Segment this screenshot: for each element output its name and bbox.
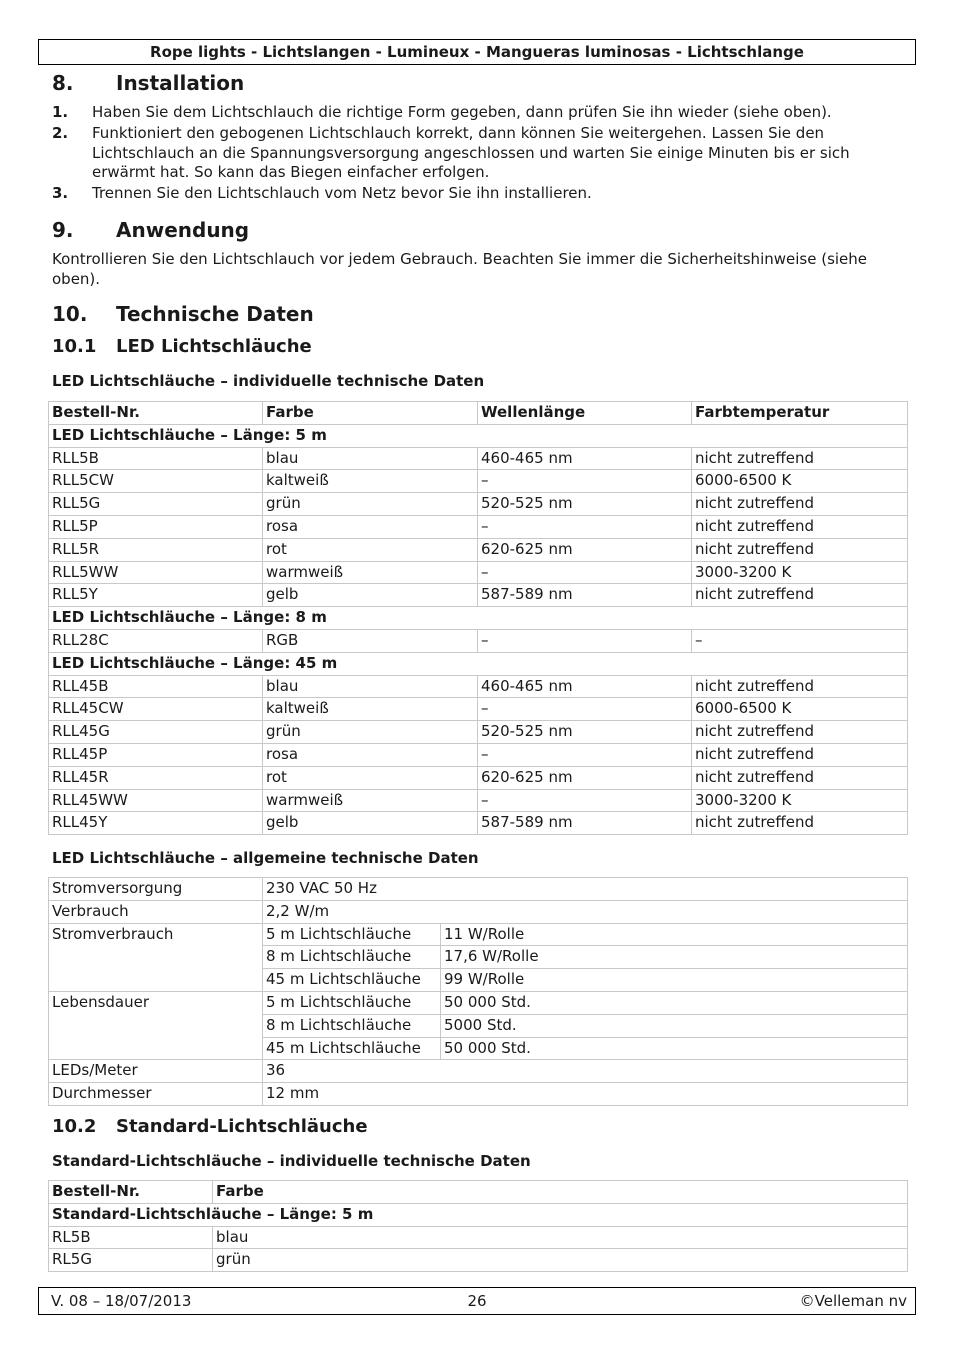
table-cell: RLL45R	[49, 766, 263, 789]
table-cell: RLL5WW	[49, 561, 263, 584]
table-cell: kaltweiß	[263, 470, 478, 493]
subsection-title: LED Lichtschläuche	[116, 336, 312, 357]
table-row	[49, 923, 908, 946]
table-cell: warmweiß	[263, 789, 478, 812]
spec-label: Stromversorgung	[49, 878, 263, 901]
spec-value: 50 000 Std.	[441, 1037, 908, 1060]
table-cell: nicht zutreffend	[692, 447, 908, 470]
spec-value: 99 W/Rolle	[441, 969, 908, 992]
list-item	[52, 184, 912, 204]
table-cell: RLL45B	[49, 675, 263, 698]
table-row	[49, 629, 908, 652]
table-cell: RL5B	[49, 1226, 213, 1249]
table-row	[49, 493, 908, 516]
group-row	[49, 424, 908, 447]
table-cell: 6000-6500 K	[692, 698, 908, 721]
table-row	[49, 538, 908, 561]
table-row	[49, 470, 908, 493]
table-row	[49, 447, 908, 470]
table-row	[49, 675, 908, 698]
column-header: Farbe	[213, 1181, 908, 1204]
table-row	[49, 878, 908, 901]
table-cell: RLL5G	[49, 493, 263, 516]
table-cell: –	[478, 629, 692, 652]
table-cell: 587-589 nm	[478, 584, 692, 607]
table-row	[49, 561, 908, 584]
table-cell: grün	[213, 1249, 908, 1272]
table-cell: rosa	[263, 515, 478, 538]
spec-value: 36	[263, 1060, 908, 1083]
subsection-10-2-heading	[52, 1116, 368, 1137]
column-header: Farbtemperatur	[692, 402, 908, 425]
table-cell: 520-525 nm	[478, 721, 692, 744]
page-footer	[38, 1287, 916, 1315]
step-text: Funktioniert den gebogenen Lichtschlauch korrekt, dann können Sie weitergehen. Lassen Sie den Lichtschlauch an die Spannungsversorgung angeschlossen und warten Sie einige Minuten bis er sich erwärmt hat. So kann das Biegen einfacher erfolgen.	[92, 124, 850, 181]
table-cell: 620-625 nm	[478, 538, 692, 561]
table-cell: –	[478, 470, 692, 493]
spec-sublabel: 5 m Lichtschläuche	[263, 923, 441, 946]
table-cell: RLL45Y	[49, 812, 263, 835]
table-cell: rosa	[263, 743, 478, 766]
step-text: Trennen Sie den Lichtschlauch vom Netz bevor Sie ihn installieren.	[92, 184, 592, 202]
table-cell: RLL28C	[49, 629, 263, 652]
table-cell: 520-525 nm	[478, 493, 692, 516]
spec-value: 230 VAC 50 Hz	[263, 878, 908, 901]
section-number: 8.	[52, 71, 74, 95]
installation-steps	[52, 103, 912, 205]
section-title: Anwendung	[116, 218, 250, 242]
standard-individual-table	[48, 1180, 908, 1272]
table-cell: –	[478, 789, 692, 812]
table-cell: RLL5CW	[49, 470, 263, 493]
table-cell: –	[478, 561, 692, 584]
copyright: ©Velleman nv	[799, 1292, 907, 1310]
table-row	[49, 1226, 908, 1249]
table-cell: blau	[263, 447, 478, 470]
table-cell: RLL45G	[49, 721, 263, 744]
spec-value: 11 W/Rolle	[441, 923, 908, 946]
table-header-row	[49, 402, 908, 425]
spec-sublabel: 45 m Lichtschläuche	[263, 1037, 441, 1060]
list-item	[52, 103, 912, 123]
table-row	[49, 766, 908, 789]
subsection-number: 10.1	[52, 336, 97, 357]
table-cell: RGB	[263, 629, 478, 652]
spec-label: Lebensdauer	[49, 991, 263, 1059]
spec-label: Stromverbrauch	[49, 923, 263, 991]
table-cell: grün	[263, 721, 478, 744]
column-header: Farbe	[263, 402, 478, 425]
table-cell: nicht zutreffend	[692, 515, 908, 538]
section-10-heading	[52, 302, 314, 326]
spec-value: 2,2 W/m	[263, 900, 908, 923]
section-8-heading	[52, 71, 244, 95]
table-cell: nicht zutreffend	[692, 812, 908, 835]
page-number: 26	[467, 1292, 487, 1310]
table-row	[49, 991, 908, 1014]
table-row	[49, 515, 908, 538]
spec-label: Verbrauch	[49, 900, 263, 923]
table-cell: nicht zutreffend	[692, 493, 908, 516]
anwendung-paragraph: Kontrollieren Sie den Lichtschlauch vor jedem Gebrauch. Beachten Sie immer die Sicherheitshinweise (siehe oben).	[52, 250, 868, 288]
spec-value: 50 000 Std.	[441, 991, 908, 1014]
page-header: Rope lights - Lichtslangen - Lumineux - Mangueras luminosas - Lichtschlange	[38, 39, 916, 65]
table-caption: LED Lichtschläuche – individuelle technische Daten	[52, 372, 485, 390]
table-cell: nicht zutreffend	[692, 766, 908, 789]
spec-value: 17,6 W/Rolle	[441, 946, 908, 969]
spec-sublabel: 8 m Lichtschläuche	[263, 1014, 441, 1037]
table-cell: –	[692, 629, 908, 652]
table-row	[49, 1060, 908, 1083]
table-cell: RL5G	[49, 1249, 213, 1272]
section-9-heading	[52, 218, 249, 242]
section-number: 10.	[52, 302, 88, 326]
step-number: 1.	[52, 103, 69, 121]
table-row	[49, 584, 908, 607]
table-cell: RLL5B	[49, 447, 263, 470]
table-cell: grün	[263, 493, 478, 516]
table-row	[49, 1249, 908, 1272]
subsection-number: 10.2	[52, 1116, 97, 1137]
table-row	[49, 900, 908, 923]
table-cell: RLL5Y	[49, 584, 263, 607]
table-row	[49, 743, 908, 766]
table-caption: LED Lichtschläuche – allgemeine technische Daten	[52, 849, 479, 867]
table-cell: 620-625 nm	[478, 766, 692, 789]
group-label: Standard-Lichtschläuche – Länge: 5 m	[49, 1203, 908, 1226]
table-cell: 587-589 nm	[478, 812, 692, 835]
column-header: Bestell-Nr.	[49, 1181, 213, 1204]
list-item	[52, 124, 912, 183]
table-cell: gelb	[263, 584, 478, 607]
table-cell: rot	[263, 766, 478, 789]
spec-value: 5000 Std.	[441, 1014, 908, 1037]
table-cell: nicht zutreffend	[692, 721, 908, 744]
table-cell: 6000-6500 K	[692, 470, 908, 493]
table-cell: –	[478, 515, 692, 538]
table-cell: rot	[263, 538, 478, 561]
group-row	[49, 607, 908, 630]
spec-sublabel: 5 m Lichtschläuche	[263, 991, 441, 1014]
table-row	[49, 1083, 908, 1106]
group-row	[49, 652, 908, 675]
group-label: LED Lichtschläuche – Länge: 45 m	[49, 652, 908, 675]
table-cell: RLL45WW	[49, 789, 263, 812]
table-cell: nicht zutreffend	[692, 743, 908, 766]
column-header: Wellenlänge	[478, 402, 692, 425]
group-label: LED Lichtschläuche – Länge: 5 m	[49, 424, 908, 447]
group-label: LED Lichtschläuche – Länge: 8 m	[49, 607, 908, 630]
table-row	[49, 812, 908, 835]
table-row	[49, 789, 908, 812]
step-text: Haben Sie dem Lichtschlauch die richtige Form gegeben, dann prüfen Sie ihn wieder (siehe oben).	[92, 103, 832, 121]
table-row	[49, 698, 908, 721]
section-number: 9.	[52, 218, 74, 242]
table-header-row	[49, 1181, 908, 1204]
table-caption: Standard-Lichtschläuche – individuelle technische Daten	[52, 1152, 531, 1170]
table-cell: blau	[263, 675, 478, 698]
table-cell: –	[478, 743, 692, 766]
table-cell: 460-465 nm	[478, 675, 692, 698]
table-cell: kaltweiß	[263, 698, 478, 721]
led-individual-table	[48, 401, 908, 835]
version-date: V. 08 – 18/07/2013	[51, 1292, 192, 1310]
spec-label: LEDs/Meter	[49, 1060, 263, 1083]
table-cell: warmweiß	[263, 561, 478, 584]
table-cell: RLL5P	[49, 515, 263, 538]
table-cell: RLL45P	[49, 743, 263, 766]
spec-label: Durchmesser	[49, 1083, 263, 1106]
step-number: 3.	[52, 184, 69, 202]
table-cell: 3000-3200 K	[692, 789, 908, 812]
table-cell: nicht zutreffend	[692, 538, 908, 561]
subsection-title: Standard-Lichtschläuche	[116, 1116, 368, 1137]
spec-sublabel: 8 m Lichtschläuche	[263, 946, 441, 969]
table-cell: RLL5R	[49, 538, 263, 561]
step-number: 2.	[52, 124, 69, 142]
table-cell: blau	[213, 1226, 908, 1249]
table-cell: gelb	[263, 812, 478, 835]
spec-value: 12 mm	[263, 1083, 908, 1106]
table-cell: RLL45CW	[49, 698, 263, 721]
table-cell: 460-465 nm	[478, 447, 692, 470]
section-title: Installation	[116, 71, 245, 95]
spec-sublabel: 45 m Lichtschläuche	[263, 969, 441, 992]
table-row	[49, 721, 908, 744]
table-cell: –	[478, 698, 692, 721]
subsection-10-1-heading	[52, 336, 312, 357]
led-general-table	[48, 877, 908, 1106]
section-title: Technische Daten	[116, 302, 314, 326]
table-cell: nicht zutreffend	[692, 675, 908, 698]
table-cell: 3000-3200 K	[692, 561, 908, 584]
column-header: Bestell-Nr.	[49, 402, 263, 425]
table-cell: nicht zutreffend	[692, 584, 908, 607]
group-row	[49, 1203, 908, 1226]
